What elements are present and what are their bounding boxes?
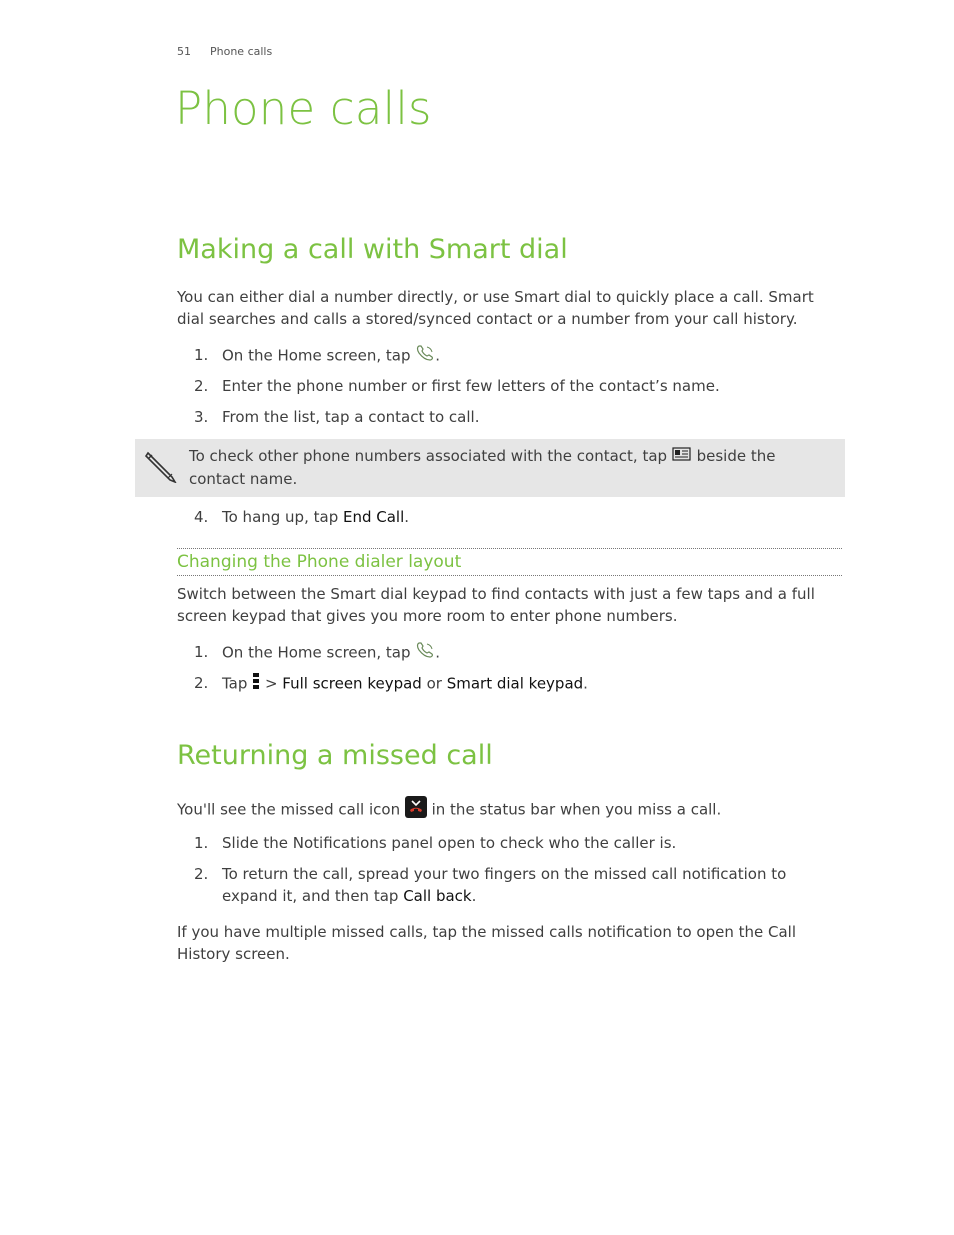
smart-dial-intro: You can either dial a number directly, or use Smart dial to quickly place a call. Smart dial searches and calls a stored/synced contact or a number from your call history. — [177, 288, 814, 328]
list-item: 4. To hang up, tap End Call. — [194, 508, 410, 526]
phone-icon — [415, 344, 435, 368]
list-item: 3. From the list, tap a contact to call. — [194, 408, 480, 426]
step-number: 1. — [194, 834, 209, 852]
list-item: 2. Tap > Full screen keypad or Smart dial keypad. — [194, 672, 814, 696]
missed-call-intro: You'll see the missed call icon in the status bar when you miss a call. — [177, 796, 837, 824]
heading-dialer-layout: Changing the Phone dialer layout — [177, 552, 462, 572]
step-number: 1. — [194, 346, 209, 364]
step-number: 4. — [194, 508, 209, 526]
contact-card-icon — [672, 446, 692, 468]
running-header-title: Phone calls — [210, 45, 273, 58]
list-item: 1. On the Home screen, tap . — [194, 344, 814, 368]
ui-term: Smart dial keypad — [446, 674, 584, 693]
step-number: 3. — [194, 408, 209, 426]
missed-call-outro: If you have multiple missed calls, tap the missed calls notification to open the Call History screen. — [177, 923, 797, 963]
list-item: 2. To return the call, spread your two fingers on the missed call notification to expand it, and then tap Call back. — [194, 865, 787, 905]
list-item: 1. Slide the Notifications panel open to check who the caller is. — [194, 834, 677, 852]
step-number: 1. — [194, 643, 209, 661]
pencil-icon — [143, 449, 177, 483]
ui-term: Call back — [403, 887, 472, 905]
step-number: 2. — [194, 865, 209, 883]
menu-dots-icon — [252, 672, 260, 696]
note-box — [135, 439, 845, 497]
note-text: To check other phone numbers associated with the contact, tap beside the contact name. — [189, 447, 776, 488]
step-number: 2. — [194, 674, 209, 692]
missed-call-icon — [405, 796, 427, 824]
heading-missed-call: Returning a missed call — [177, 740, 493, 771]
divider — [177, 575, 842, 576]
dialer-layout-intro: Switch between the Smart dial keypad to find contacts with just a few taps and a full screen keypad that gives you more room to enter phone numbers. — [177, 585, 815, 625]
step-number: 2. — [194, 377, 209, 395]
chapter-title: Phone calls — [175, 82, 432, 135]
divider — [177, 548, 842, 549]
ui-term: Full screen keypad — [282, 674, 422, 693]
list-item: 1. On the Home screen, tap . — [194, 641, 814, 665]
ui-term: End Call — [342, 508, 405, 526]
running-header — [177, 45, 272, 58]
phone-icon — [415, 641, 435, 665]
list-item: 2. Enter the phone number or first few letters of the contact’s name. — [194, 377, 720, 395]
heading-smart-dial: Making a call with Smart dial — [177, 234, 568, 265]
page-number: 51 — [177, 45, 191, 58]
